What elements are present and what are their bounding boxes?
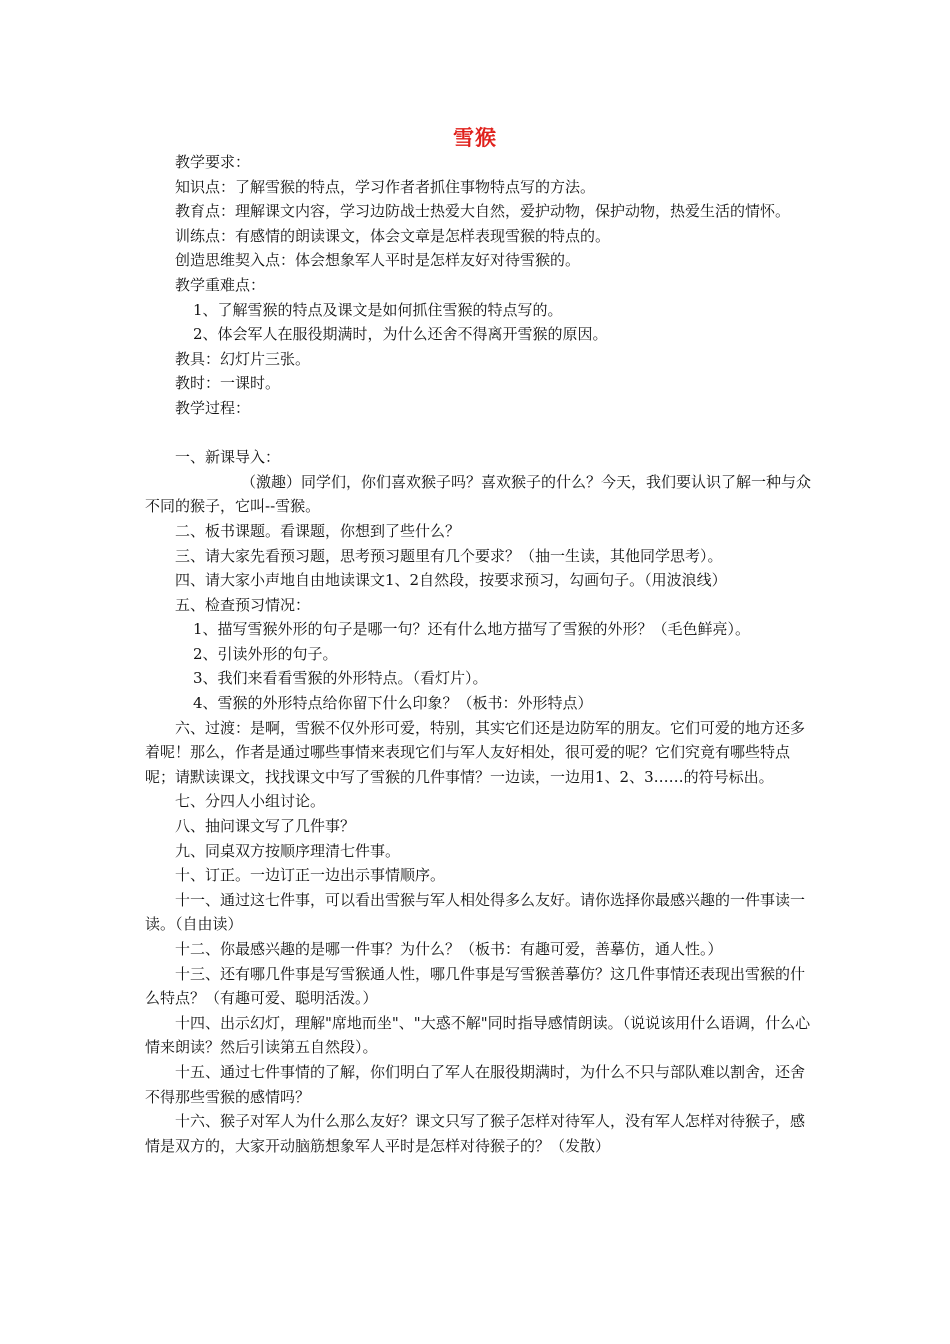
paragraph: 教学过程： [175,398,251,417]
list-item: 3、我们来看看雪猴的外形特点。（看灯片）。 [193,669,488,688]
list-item: 1、了解雪猴的特点及课文是如何抓住雪猴的特点写的。 [193,300,563,319]
paragraph: 十、订正。一边订正一边出示事情顺序。 [175,866,446,885]
paragraph: 知识点：了解雪猴的特点，学习作者者抓住事物特点写的方法。 [175,177,596,196]
paragraph: 十一、通过这七件事，可以看出雪猴与军人相处得多么友好。请你选择你最感兴趣的一件事读一读。（自由读） [145,890,806,934]
list-item: 4、雪猴的外形特点给你留下什么印象？（板书：外形特点） [193,694,593,713]
paragraph: 一、新课导入： [175,448,281,467]
paragraph: 创造思维契入点：体会想象军人平时是怎样友好对待雪猴的。 [175,251,581,270]
paragraph: 十六、猴子对军人为什么那么友好？课文只写了猴子怎样对待军人，没有军人怎样对待猴子，感情是双方的，大家开动脑筋想象军人平时是怎样对待猴子的？（发散） [145,1112,806,1155]
paragraph: 十三、还有哪几件事是写雪猴通人性，哪几件事是写雪猴善摹仿？这几件事情还表现出雪猴的什么特点？（有趣可爱、聪明活泼。） [145,964,806,1008]
document-title: 雪猴 [453,126,497,150]
list-item: 1、描写雪猴外形的句子是哪一句？还有什么地方描写了雪猴的外形？（毛色鲜亮）。 [193,620,751,639]
paragraph: （激趣）同学们，你们喜欢猴子吗？喜欢猴子的什么？今天，我们要认识了解一种与众不同的猴子，它叫--雪猴。 [145,472,812,516]
document-body [145,150,815,1158]
paragraph: 六、过渡：是啊，雪猴不仅外形可爱，特别，其实它们还是边防军的朋友。它们可爱的地方还多着呢！那么，作者是通过哪些事情来表现它们与军人友好相处，很可爱的呢？它们究竟有哪些特点呢；请默读课文，找找课文中写了雪猴的几件事情？一边读，一边用1、2、3……的符号标出。 [145,718,806,786]
paragraph: 教学要求： [175,153,251,171]
paragraph: 训练点：有感情的朗读课文，体会文章是怎样表现雪猴的特点的。 [175,226,611,245]
paragraph: 教时：一课时。 [175,374,281,393]
paragraph: 二、板书课题。看课题，你想到了些什么？ [175,521,461,540]
paragraph: 十四、出示幻灯，理解"席地而坐"、"大惑不解"同时指导感情朗读。（说说该用什么语调，什么心情来朗读？然后引读第五自然段）。 [145,1013,811,1057]
paragraph: 三、请大家先看预习题，思考预习题里有几个要求？（抽一生读，其他同学思考）。 [175,546,723,565]
list-item: 2、体会军人在服役期满时，为什么还舍不得离开雪猴的原因。 [193,325,608,344]
paragraph: 八、抽问课文写了几件事？ [175,817,356,836]
paragraph: 七、分四人小组讨论。 [175,792,326,811]
paragraph: 十五、通过七件事情的了解，你们明白了军人在服役期满时，为什么不只与部队难以割舍，还舍不得那些雪猴的感情吗？ [145,1062,806,1106]
paragraph: 教具：幻灯片三张。 [175,349,311,368]
paragraph: 教学重难点： [175,275,266,294]
list-item: 2、引读外形的句子。 [193,644,338,663]
paragraph: 五、检查预习情况： [175,595,311,614]
paragraph: 教育点：理解课文内容，学习边防战士热爱大自然，爱护动物，保护动物，热爱生活的情怀。 [175,202,791,221]
paragraph: 十二、你最感兴趣的是哪一件事？为什么？（板书：有趣可爱，善摹仿，通人性。） [175,940,723,958]
paragraph: 九、同桌双方按顺序理清七件事。 [175,841,401,860]
blank-line [145,421,815,446]
paragraph: 四、请大家小声地自由地读课文1、2自然段，按要求预习，勾画句子。（用波浪线） [175,571,727,590]
